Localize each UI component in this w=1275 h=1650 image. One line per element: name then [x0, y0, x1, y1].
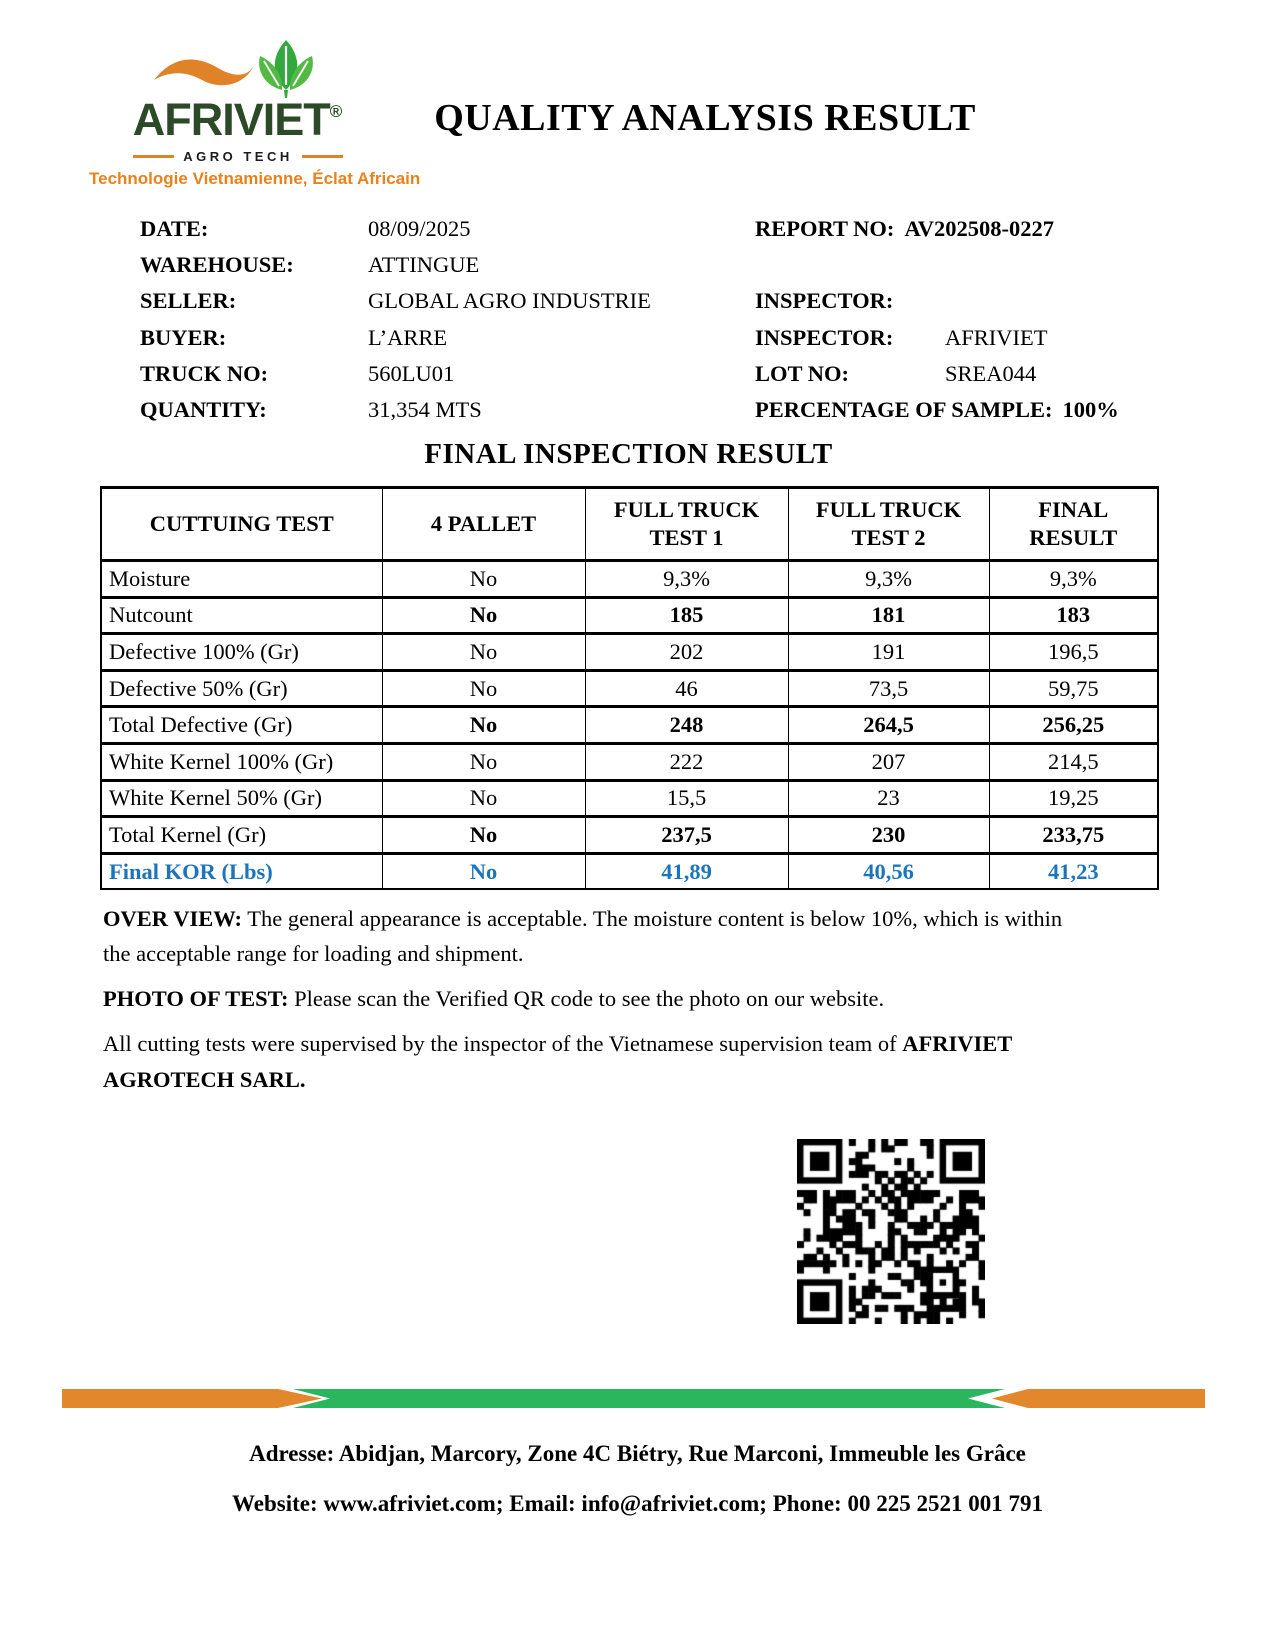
registered-mark: ® [329, 102, 343, 121]
info-row [140, 247, 1160, 283]
overview-paragraph: OVER VIEW: The general appearance is acceptable. The moisture content is below 10%, which is within the acceptable range for loading and shipment. [103, 906, 1063, 966]
row-label: Total Defective (Gr) [101, 707, 382, 744]
cell: 183 [989, 597, 1158, 634]
column-header: FULL TRUCK TEST 2 [788, 488, 989, 561]
divider-orange-right [992, 1389, 1205, 1408]
logo-leaves-icon [259, 40, 313, 98]
cell: No [382, 561, 585, 598]
table-row [101, 853, 1158, 889]
info-row [140, 392, 1160, 428]
column-header: 4 PALLET [382, 488, 585, 561]
table-row [101, 634, 1158, 671]
section-title: FINAL INSPECTION RESULT [424, 438, 833, 470]
info-label: INSPECTOR: [755, 288, 894, 314]
cell: 9,3% [989, 561, 1158, 598]
logo-art [150, 38, 320, 98]
info-label: DATE: [140, 216, 209, 241]
info-value: SREA044 [945, 360, 1037, 386]
cell: 233,75 [989, 817, 1158, 854]
table-row [101, 817, 1158, 854]
qr-code [797, 1139, 985, 1324]
info-section [140, 211, 1160, 428]
cell: 41,23 [989, 853, 1158, 889]
cell: No [382, 780, 585, 817]
table-row [101, 743, 1158, 780]
cell: No [382, 743, 585, 780]
cell: 237,5 [585, 817, 788, 854]
table-row [101, 597, 1158, 634]
info-value: 560LU01 [368, 360, 455, 386]
info-row [140, 356, 1160, 392]
cell: 264,5 [788, 707, 989, 744]
info-label: REPORT NO: [755, 216, 895, 241]
footer-contact: Website: www.afriviet.com; Email: info@afriviet.com; Phone: 00 225 2521 001 791 [232, 1491, 1043, 1516]
cell: 185 [585, 597, 788, 634]
results-table [100, 486, 1159, 890]
info-label: QUANTITY: [140, 396, 267, 422]
column-header: FULL TRUCK TEST 1 [585, 488, 788, 561]
info-row [140, 283, 1160, 319]
cell: 40,56 [788, 853, 989, 889]
info-label: WAREHOUSE: [140, 252, 294, 278]
info-value: 100% [1062, 396, 1119, 422]
info-label: SELLER: [140, 288, 237, 314]
divider-orange-left [62, 1389, 322, 1408]
cell: 19,25 [989, 780, 1158, 817]
row-label: White Kernel 50% (Gr) [101, 780, 382, 817]
subbrand-rule-right [302, 155, 343, 158]
afriviet-logo [89, 36, 421, 196]
row-label: White Kernel 100% (Gr) [101, 743, 382, 780]
info-row [140, 211, 1160, 247]
info-label: LOT NO: [755, 360, 849, 386]
table-row [101, 561, 1158, 598]
info-label: TRUCK NO: [140, 360, 269, 386]
table-row [101, 780, 1158, 817]
info-value: AV202508-0227 [904, 216, 1055, 241]
cell: 248 [585, 707, 788, 744]
cell: 196,5 [989, 634, 1158, 671]
cell: No [382, 597, 585, 634]
info-value: 31,354 MTS [368, 396, 482, 422]
row-label: Defective 100% (Gr) [101, 634, 382, 671]
divider-green-mid [293, 1389, 1005, 1408]
info-row [140, 320, 1160, 356]
cell: No [382, 707, 585, 744]
info-label: BUYER: [140, 324, 227, 350]
cell: 191 [788, 634, 989, 671]
info-value: AFRIVIET [945, 324, 1048, 350]
cell: 230 [788, 817, 989, 854]
row-label: Final KOR (Lbs) [101, 853, 382, 889]
brand-tagline: Technologie Vietnamienne, Éclat Africain [89, 169, 421, 188]
row-label: Moisture [101, 561, 382, 598]
footer-divider [62, 1389, 1205, 1408]
sub-brand: AGRO TECH [133, 149, 343, 164]
row-label: Total Kernel (Gr) [101, 817, 382, 854]
cell: 46 [585, 670, 788, 707]
results-table-body [101, 561, 1158, 890]
footer-address: Adresse: Abidjan, Marcory, Zone 4C Biétry, Rue Marconi, Immeuble les Grâce [249, 1441, 1026, 1466]
cell: 181 [788, 597, 989, 634]
info-label: PERCENTAGE OF SAMPLE: [755, 396, 1053, 422]
row-label: Defective 50% (Gr) [101, 670, 382, 707]
cell: No [382, 670, 585, 707]
cell: 207 [788, 743, 989, 780]
column-header: FINAL RESULT [989, 488, 1158, 561]
info-value: GLOBAL AGRO INDUSTRIE [368, 288, 651, 314]
info-label: INSPECTOR: [755, 324, 894, 350]
table-row [101, 670, 1158, 707]
cell: No [382, 634, 585, 671]
page-title: QUALITY ANALYSIS RESULT [434, 97, 976, 139]
column-header: CUTTUING TEST [101, 488, 382, 561]
supervision-paragraph: All cutting tests were supervised by the inspector of the Vietnamese supervision team of AFRIVIET AGROTECH SARL. [103, 1031, 1012, 1092]
cell: 73,5 [788, 670, 989, 707]
cell: 15,5 [585, 780, 788, 817]
cell: 214,5 [989, 743, 1158, 780]
cell: 202 [585, 634, 788, 671]
cell: 59,75 [989, 670, 1158, 707]
cell: 9,3% [585, 561, 788, 598]
subbrand-rule-left [133, 155, 174, 158]
info-value: 08/09/2025 [368, 216, 471, 241]
table-header-row [101, 488, 1158, 561]
info-value: L’ARRE [368, 324, 448, 350]
row-label: Nutcount [101, 597, 382, 634]
info-value: ATTINGUE [368, 252, 480, 278]
cell: No [382, 817, 585, 854]
table-row [101, 707, 1158, 744]
brand-name: AFRIVIET® [132, 94, 343, 145]
photo-paragraph: PHOTO OF TEST: Please scan the Verified QR code to see the photo on our website. [103, 986, 885, 1011]
cell: 9,3% [788, 561, 989, 598]
cell: No [382, 853, 585, 889]
cell: 23 [788, 780, 989, 817]
logo-swoosh-icon [154, 59, 254, 85]
cell: 256,25 [989, 707, 1158, 744]
cell: 222 [585, 743, 788, 780]
cell: 41,89 [585, 853, 788, 889]
